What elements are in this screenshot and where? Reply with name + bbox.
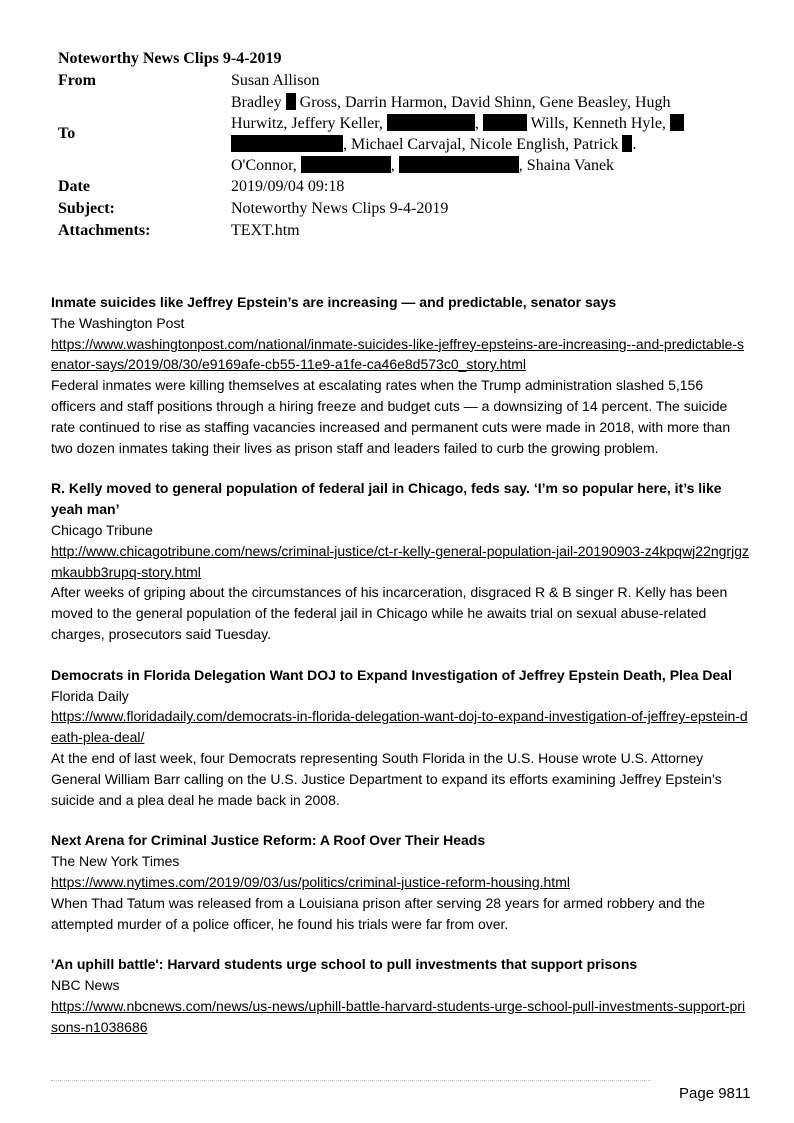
article-title: 'An uphill battle': Harvard students urge school to pull investments that support prisons xyxy=(51,956,638,973)
to-text: , Shaina Vanek xyxy=(518,157,615,174)
article-source: Chicago Tribune xyxy=(51,521,153,538)
article-summary: At the end of last week, four Democrats representing South Florida in the U.S. House wrote U.S. Attorney General William Barr calling on the U.S. Justice Department to expand its efforts examining Jeffrey Epstein’s suicide and a plea deal he made back in 2008. xyxy=(51,749,722,808)
to-row xyxy=(58,92,738,176)
article xyxy=(51,665,751,811)
email-header xyxy=(58,48,738,242)
attachments-value: TEXT.htm xyxy=(231,222,300,239)
from-row xyxy=(58,70,738,92)
subject-row xyxy=(58,198,738,220)
email-title: Noteworthy News Clips 9-4-2019 xyxy=(58,50,282,67)
article-source: NBC News xyxy=(51,977,120,994)
article-source: Florida Daily xyxy=(51,687,129,704)
article-link[interactable]: https://www.washingtonpost.com/national/inmate-suicides-like-jeffrey-epsteins-are-increasing--and-predictable-senator-says/2019/08/30/e9169afe-cb55-11e9-a1fe-ca46e8d573c0_story.html xyxy=(51,335,745,373)
page-number: Page 9811 xyxy=(679,1085,751,1102)
to-recipients xyxy=(231,92,738,176)
to-text: Hurwitz, Jeffery Keller, xyxy=(231,115,387,132)
article-title: Next Arena for Criminal Justice Reform: A Roof Over Their Heads xyxy=(51,832,486,849)
redaction xyxy=(387,114,475,131)
to-text: . xyxy=(632,136,637,153)
article-title: R. Kelly moved to general population of federal jail in Chicago, feds say. ‘I’m so popular here, it’s like yeah man’ xyxy=(51,480,722,518)
to-text: , xyxy=(474,115,483,132)
article xyxy=(51,292,751,458)
to-line-1 xyxy=(231,92,738,113)
article xyxy=(51,478,751,644)
article-title: Democrats in Florida Delegation Want DOJ to Expand Investigation of Jeffrey Epstein Death, Plea Deal xyxy=(51,666,732,683)
article-link[interactable]: https://www.nbcnews.com/news/us-news/uphill-battle-harvard-students-urge-school-pull-investments-support-prisons-n1038686 xyxy=(51,997,746,1035)
from-value: Susan Allison xyxy=(231,72,320,89)
to-line-3 xyxy=(231,134,738,155)
from-label: From xyxy=(58,72,96,89)
article xyxy=(51,830,751,934)
attachments-label: Attachments: xyxy=(58,222,151,239)
to-text: , xyxy=(390,157,399,174)
subject-value: Noteworthy News Clips 9-4-2019 xyxy=(231,200,449,217)
article-source: The Washington Post xyxy=(51,314,185,331)
article-link[interactable]: https://www.nytimes.com/2019/09/03/us/politics/criminal-justice-reform-housing.html xyxy=(51,873,570,890)
article-summary: After weeks of griping about the circumstances of his incarceration, disgraced R & B singer R. Kelly has been moved to the general population of the federal jail in Chicago while he awaits trial on sexual abuse-related charges, prosecutors said Tuesday. xyxy=(51,584,728,642)
article-summary: Federal inmates were killing themselves at escalating rates when the Trump administration slashed 5,156 officers and staff positions through a hiring freeze and budget cuts — a downsizing of 14 percent. The suicide rate continued to rise as staffing vacancies increased and permanent cuts were made in 2018, with more than two dozen inmates taking their lives as prison staff and leaders failed to curb the growing problem. xyxy=(51,377,731,456)
cut-off-text-line xyxy=(51,1080,651,1087)
to-line-4 xyxy=(231,155,738,176)
attachments-row xyxy=(58,220,738,242)
redaction xyxy=(483,114,527,131)
to-text: Bradley xyxy=(231,94,286,111)
date-value: 2019/09/04 09:18 xyxy=(231,178,345,195)
article-link[interactable]: http://www.chicagotribune.com/news/criminal-justice/ct-r-kelly-general-population-jail-20190903-z4kpqwj22ngrjgzmkaubb3rupq-story.html xyxy=(51,542,749,580)
redaction xyxy=(622,135,632,152)
to-line-2 xyxy=(231,113,738,134)
date-label: Date xyxy=(58,178,90,195)
subject-label: Subject: xyxy=(58,200,115,217)
redaction xyxy=(670,114,684,131)
article-summary: When Thad Tatum was released from a Louisiana prison after serving 28 years for armed robbery and the attempted murder of a police officer, he found his trials were far from over. xyxy=(51,894,705,932)
redaction xyxy=(301,156,391,173)
article-title: Inmate suicides like Jeffrey Epstein’s are increasing — and predictable, senator says xyxy=(51,294,617,310)
to-text: Wills, Kenneth Hyle, xyxy=(526,115,670,132)
redaction xyxy=(286,93,296,110)
news-clips xyxy=(51,292,751,1058)
article xyxy=(51,954,751,1037)
to-label: To xyxy=(58,125,76,142)
redaction xyxy=(231,135,343,152)
to-text: Gross, Darrin Harmon, David Shinn, Gene Beasley, Hugh xyxy=(295,94,671,111)
to-text: O'Connor, xyxy=(231,157,301,174)
article-link[interactable]: https://www.floridadaily.com/democrats-in-florida-delegation-want-doj-to-expand-investigation-of-jeffrey-epstein-death-plea-deal/ xyxy=(51,708,748,746)
to-text: , Michael Carvajal, Nicole English, Patrick xyxy=(343,136,623,153)
article-source: The New York Times xyxy=(51,853,180,870)
redaction xyxy=(399,156,519,173)
date-row xyxy=(58,176,738,198)
